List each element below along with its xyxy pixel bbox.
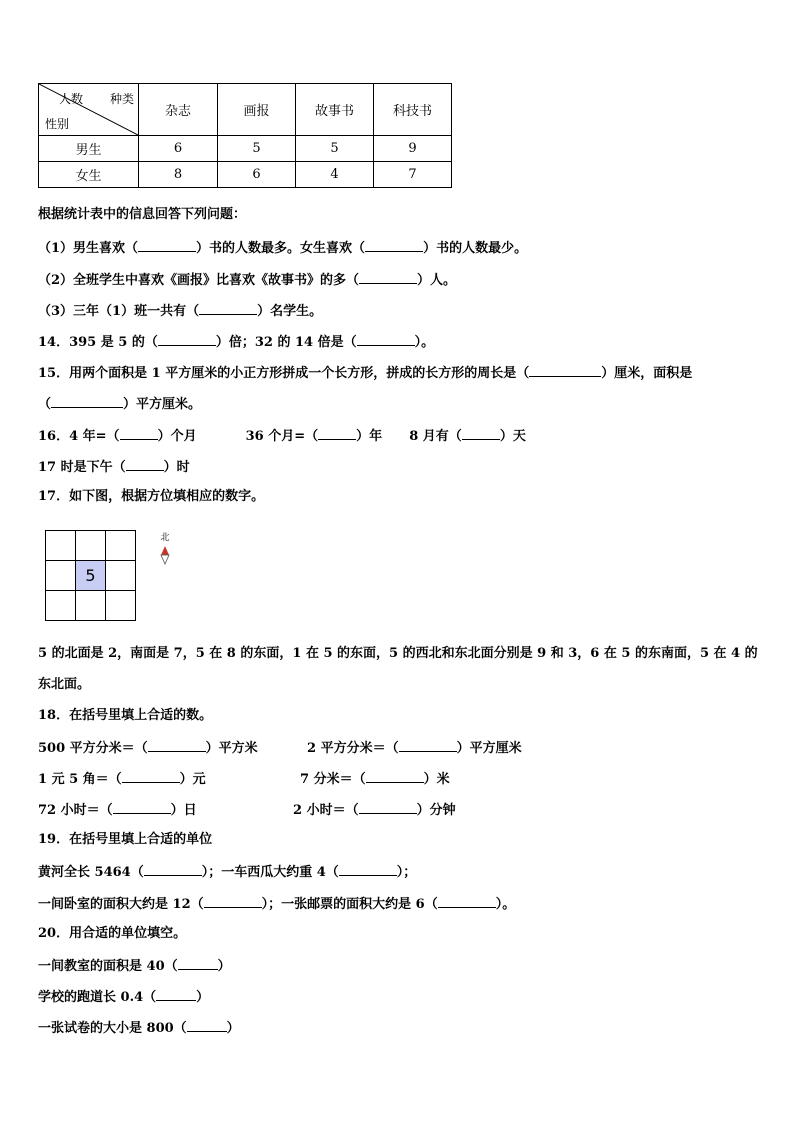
compass-arrow-icon xyxy=(158,543,172,567)
header-gender: 性别 xyxy=(45,117,70,131)
answer-blank[interactable] xyxy=(144,862,202,876)
grid-cell[interactable] xyxy=(46,591,76,621)
compass xyxy=(158,530,172,570)
grid-cell[interactable] xyxy=(76,591,106,621)
statistics-table xyxy=(38,83,452,188)
answer-blank[interactable] xyxy=(339,862,397,876)
question-18-row2-b: 7 分米＝（ ）米 xyxy=(300,769,450,789)
question-19-row1: 黄河全长 5464（ ）；一车西瓜大约重 4（ ）； xyxy=(38,862,416,882)
answer-blank[interactable] xyxy=(529,363,601,377)
question-16: 16．4 年=（ ）个月 36 个月=（ ）年 8 月有（ ）天 xyxy=(38,426,526,446)
question-17-desc-cont: 东北面。 xyxy=(38,677,91,692)
grid-center-cell: 5 xyxy=(76,561,106,591)
header-people: 人数 xyxy=(59,92,84,106)
grid-cell[interactable] xyxy=(46,531,76,561)
question-17: 17．如下图，根据方位填相应的数字。 xyxy=(38,489,265,504)
table-cell: 5 xyxy=(296,136,374,162)
answer-blank[interactable] xyxy=(138,238,196,252)
grid-cell[interactable] xyxy=(106,591,136,621)
column-header: 故事书 xyxy=(296,84,374,136)
answer-blank[interactable] xyxy=(462,426,500,440)
answer-blank[interactable] xyxy=(357,332,415,346)
header-category: 种类 xyxy=(109,92,134,106)
table-cell: 5 xyxy=(218,136,296,162)
direction-grid xyxy=(45,530,136,621)
question-14: 14．395 是 5 的（ ）倍；32 的 14 倍是（ ）。 xyxy=(38,332,434,352)
question-2: （2）全班学生中喜欢《画报》比喜欢《故事书》的多（ ）人。 xyxy=(38,270,456,290)
answer-blank[interactable] xyxy=(204,894,262,908)
table-cell: 8 xyxy=(139,162,218,188)
grid-cell[interactable] xyxy=(106,531,136,561)
table-cell: 6 xyxy=(139,136,218,162)
question-18-row3-b: 2 小时＝（ ）分钟 xyxy=(293,800,456,820)
answer-blank[interactable] xyxy=(359,800,417,814)
question-18-row1-b: 2 平方分米＝（ ）平方厘米 xyxy=(307,738,522,758)
question-18-row3: 72 小时＝（ ）日 xyxy=(38,800,197,820)
question-18-row1: 500 平方分米＝（ ）平方米 xyxy=(38,738,258,758)
answer-blank[interactable] xyxy=(51,394,123,408)
answer-blank[interactable] xyxy=(158,332,216,346)
question-20-row1: 一间教室的面积是 40（ ） xyxy=(38,956,231,976)
answer-blank[interactable] xyxy=(148,738,206,752)
question-17-desc: 5 的北面是 2，南面是 7，5 在 8 的东面，1 在 5 的东面，5 的西北和东北面分别是 9 和 3，6 在 5 的东南面，5 在 4 的 xyxy=(38,646,758,661)
column-header: 杂志 xyxy=(139,84,218,136)
column-header: 科技书 xyxy=(374,84,452,136)
question-1: （1）男生喜欢（ ）书的人数最多。女生喜欢（ ）书的人数最少。 xyxy=(38,238,527,258)
column-header: 画报 xyxy=(218,84,296,136)
question-19: 19．在括号里填上合适的单位 xyxy=(38,832,213,847)
answer-blank[interactable] xyxy=(438,894,496,908)
answer-blank[interactable] xyxy=(122,769,180,783)
answer-blank[interactable] xyxy=(399,738,457,752)
north-label: 北 xyxy=(160,533,170,543)
answer-blank[interactable] xyxy=(359,270,417,284)
table-cell: 7 xyxy=(374,162,452,188)
question-16-cont: 17 时是下午（ ）时 xyxy=(38,457,190,477)
table-cell: 6 xyxy=(218,162,296,188)
intro-text: 根据统计表中的信息回答下列问题： xyxy=(38,207,247,222)
question-15-cont: （ ）平方厘米。 xyxy=(38,394,201,414)
question-20-row3: 一张试卷的大小是 800（ ） xyxy=(38,1018,240,1038)
row-label: 女生 xyxy=(39,162,139,188)
answer-blank[interactable] xyxy=(366,769,424,783)
answer-blank[interactable] xyxy=(178,956,218,970)
question-20: 20．用合适的单位填空。 xyxy=(38,926,187,941)
table-cell: 9 xyxy=(374,136,452,162)
question-15: 15．用两个面积是 1 平方厘米的小正方形拼成一个长方形，拼成的长方形的周长是（ ）厘米，面积是 xyxy=(38,363,692,383)
answer-blank[interactable] xyxy=(156,987,196,1001)
question-18-row2: 1 元 5 角＝（ ）元 xyxy=(38,769,206,789)
grid-cell[interactable] xyxy=(106,561,136,591)
grid-cell[interactable] xyxy=(76,531,106,561)
answer-blank[interactable] xyxy=(120,426,158,440)
question-18: 18．在括号里填上合适的数。 xyxy=(38,708,213,723)
row-label: 男生 xyxy=(39,136,139,162)
answer-blank[interactable] xyxy=(199,301,257,315)
question-20-row2: 学校的跑道长 0.4（ ） xyxy=(38,987,209,1007)
answer-blank[interactable] xyxy=(365,238,423,252)
answer-blank[interactable] xyxy=(187,1018,227,1032)
answer-blank[interactable] xyxy=(318,426,356,440)
question-19-row2: 一间卧室的面积大约是 12（ ）；一张邮票的面积大约是 6（ ）。 xyxy=(38,894,515,914)
grid-cell[interactable] xyxy=(46,561,76,591)
answer-blank[interactable] xyxy=(113,800,171,814)
table-header-diagonal-cell xyxy=(39,84,139,136)
question-3: （3）三年（1）班一共有（ ）名学生。 xyxy=(38,301,322,321)
answer-blank[interactable] xyxy=(126,457,164,471)
table-cell: 4 xyxy=(296,162,374,188)
